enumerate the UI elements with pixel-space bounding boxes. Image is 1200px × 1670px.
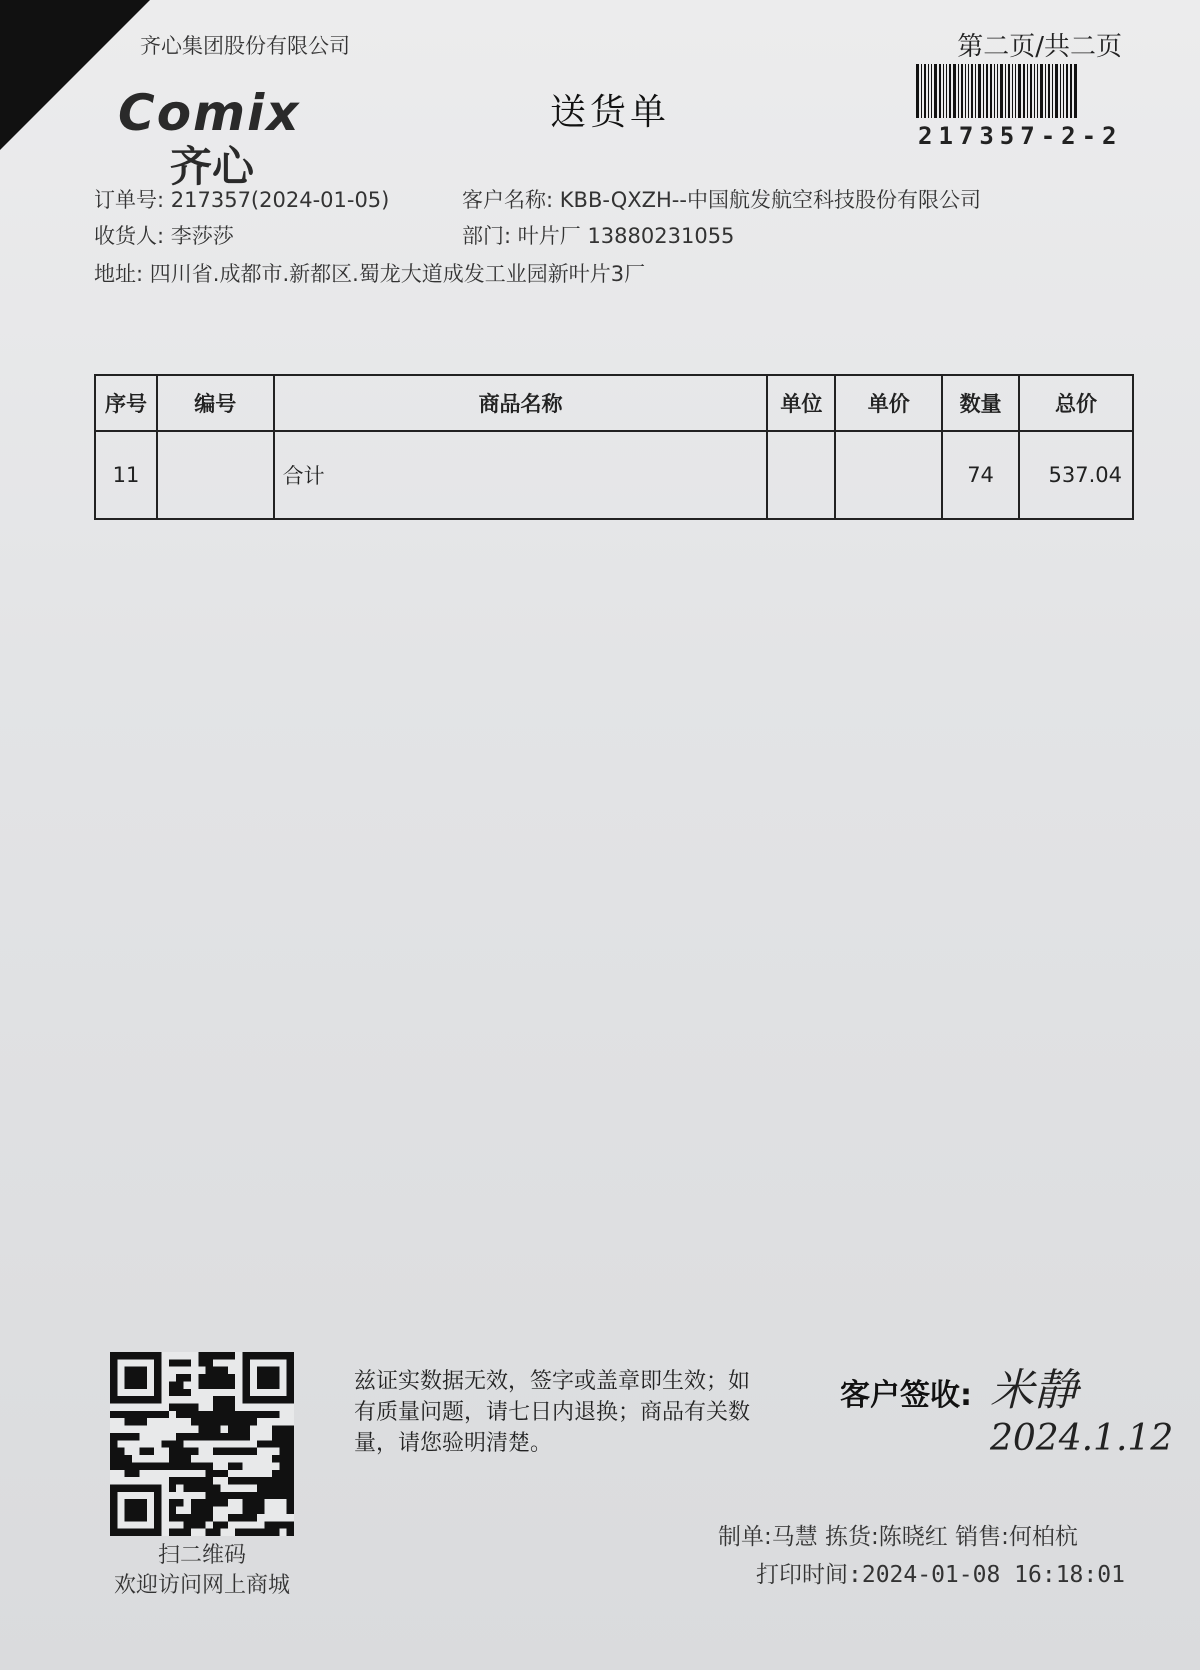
- receiver-value: 李莎莎: [170, 224, 234, 248]
- staff-info: 制单:马慧 拣货:陈晓红 销售:何柏杭: [718, 1524, 1078, 1550]
- barcode-number: 217357-2-2: [918, 122, 1123, 150]
- header-unit-price: 单价: [835, 375, 942, 431]
- qr-caption-visit: 欢迎访问网上商城: [113, 1573, 290, 1598]
- receiver-label: 收货人:: [94, 224, 165, 248]
- qr-code: [110, 1352, 294, 1536]
- cell-product-name: 合计: [274, 431, 768, 519]
- document-title: 送货单: [550, 92, 671, 133]
- goods-table: [94, 374, 1134, 520]
- customer-label: 客户名称:: [462, 188, 554, 212]
- cell-quantity: 74: [942, 431, 1019, 519]
- customer-value: KBB-QXZH--中国航发航空科技股份有限公司: [559, 188, 981, 212]
- address-value: 四川省.成都市.新都区.蜀龙大道成发工业园新叶片3厂: [149, 262, 646, 286]
- header-unit: 单位: [767, 375, 835, 431]
- header-seq: 序号: [95, 375, 157, 431]
- order-label: 订单号:: [94, 188, 165, 212]
- department-value: 叶片厂 13880231055: [517, 224, 735, 248]
- cell-unit: [767, 431, 835, 519]
- handwritten-signature: 米静: [990, 1365, 1078, 1416]
- cell-code: [157, 431, 274, 519]
- header-quantity: 数量: [942, 375, 1019, 431]
- receiver: [94, 220, 234, 250]
- header-total: 总价: [1019, 375, 1133, 431]
- address-label: 地址:: [94, 262, 144, 286]
- logo-comix: Comix: [118, 84, 301, 142]
- notice-text: 兹证实数据无效，签字或盖章即生效；如有质量问题，请七日内退换；商品有关数量，请您验明清楚。: [354, 1369, 751, 1456]
- header-product-name: 商品名称: [274, 375, 768, 431]
- customer-name: [462, 184, 981, 214]
- department: [462, 220, 734, 250]
- barcode: [916, 64, 1126, 118]
- cell-unit-price: [835, 431, 942, 519]
- table-header-row: [95, 375, 1133, 431]
- order-value: 217357(2024-01-05): [170, 188, 390, 212]
- cell-seq: 11: [95, 431, 157, 519]
- handwritten-sign-date: 2024.1.12: [990, 1418, 1174, 1459]
- address: [94, 258, 645, 288]
- page-info: 第二页/共二页: [957, 32, 1122, 62]
- logo-qixin: 齐心: [170, 142, 255, 191]
- print-time: 打印时间:2024-01-08 16:18:01: [756, 1562, 1125, 1588]
- department-label: 部门:: [462, 224, 512, 248]
- company-name: 齐心集团股份有限公司: [140, 34, 350, 58]
- qr-caption-scan: 扫二维码: [157, 1543, 246, 1568]
- table-row: [95, 431, 1133, 519]
- cell-total: 537.04: [1019, 431, 1133, 519]
- order-number: [94, 184, 389, 214]
- header-code: 编号: [157, 375, 274, 431]
- customer-sign-label: 客户签收:: [840, 1378, 972, 1413]
